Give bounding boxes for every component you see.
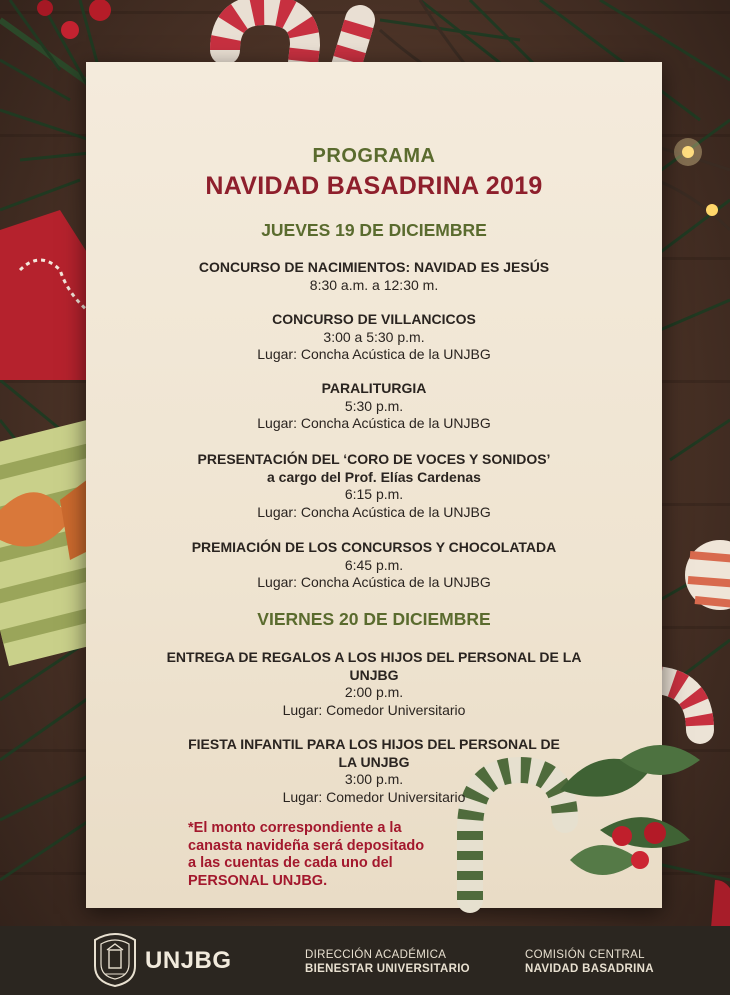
event-place: Lugar: Comedor Universitario [282,788,466,805]
event-time: 6:15 p.m. [344,486,404,502]
footnote [188,820,478,890]
commission-line2: NAVIDAD BASADRINA [525,963,654,975]
event-nacimientos [86,259,662,294]
footer-commission [525,948,654,976]
event-coro [86,451,662,521]
event-title: PRESENTACIÓN DEL ‘CORO DE VOCES Y SONIDOS’ [197,451,551,467]
university-seal-icon [91,930,139,988]
event-title: CONCURSO DE NACIMIENTOS: NAVIDAD ES JESÚS [198,259,550,275]
event-time: 3:00 p.m. [344,771,404,787]
program-content [86,62,662,908]
footer-department [305,948,470,976]
footnote-line: *El monto correspondiente a la [188,820,402,836]
event-title-line2: UNJBG [349,666,399,683]
event-premiacion [86,539,662,592]
event-time: 5:30 p.m. [344,397,404,414]
event-villancicos [86,311,662,364]
event-time: 8:30 a.m. a 12:30 m. [309,276,439,293]
event-place: Lugar: Concha Acústica de la UNJBG [257,415,491,431]
event-place: Lugar: Concha Acústica de la UNJBG [257,574,491,590]
event-title: PARALITURGIA [321,380,427,396]
commission-line1: COMISIÓN CENTRAL [525,949,645,961]
event-time: 6:45 p.m. [344,556,404,573]
event-place: Lugar: Concha Acústica de la UNJBG [257,346,491,362]
day-heading-thursday: JUEVES 19 DE DICIEMBRE [261,220,487,240]
footnote-line: a las cuentas de cada uno del [188,855,393,871]
footnote-line: canasta navideña será depositado [188,837,425,854]
event-title-line1: ENTREGA DE REGALOS A LOS HIJOS DEL PERSONAL DE LA [166,649,582,665]
department-line1: DIRECCIÓN ACADÉMICA [305,949,447,961]
event-title: CONCURSO DE VILLANCICOS [272,311,476,327]
event-title-line2: LA UNJBG [338,753,410,770]
event-paraliturgia [86,380,662,433]
footer-brand: UNJBG [145,947,232,974]
event-time: 3:00 a 5:30 p.m. [323,328,425,345]
event-place: Lugar: Concha Acústica de la UNJBG [257,503,491,520]
event-time: 2:00 p.m. [344,684,404,700]
footnote-line: PERSONAL UNJBG. [188,872,328,889]
event-subtitle: a cargo del Prof. Elías Cardenas [267,468,481,485]
event-title-line1: FIESTA INFANTIL PARA LOS HIJOS DEL PERSONAL DE [188,736,560,752]
event-title: PREMIACIÓN DE LOS CONCURSOS Y CHOCOLATADA [191,539,557,555]
event-fiesta-infantil [86,736,662,806]
event-entrega-regalos [86,649,662,719]
program-title: NAVIDAD BASADRINA 2019 [205,172,543,200]
program-label: PROGRAMA [312,145,436,167]
day-heading-friday: VIERNES 20 DE DICIEMBRE [257,609,491,629]
department-line2: BIENESTAR UNIVERSITARIO [305,963,470,975]
event-place: Lugar: Comedor Universitario [282,701,466,718]
